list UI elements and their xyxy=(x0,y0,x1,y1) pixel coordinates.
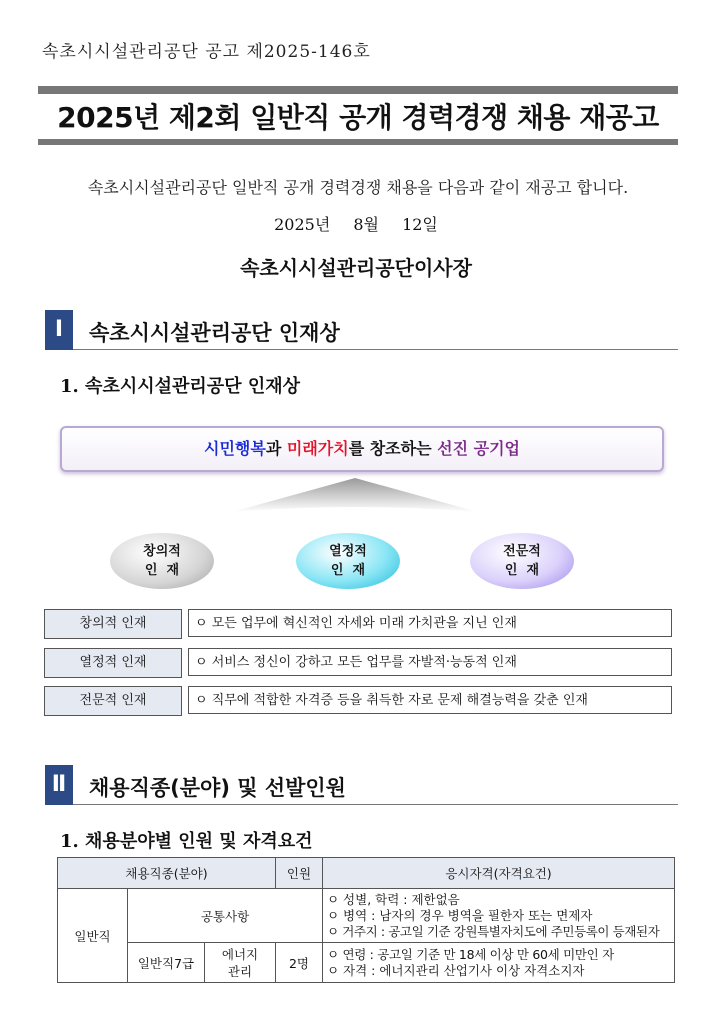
req-item: ㅇ 연령 : 공고일 기준 만 18세 이상 만 60세 미만인 자 xyxy=(327,946,614,962)
section1-title: 속초시시설관리공단 인재상 xyxy=(89,321,340,345)
ellipse-label: 인 재 xyxy=(330,563,366,578)
vision-part1: 시민행복 xyxy=(204,439,266,458)
ellipse-label: 인 재 xyxy=(504,563,540,578)
section2-number: Ⅱ xyxy=(45,765,73,805)
title-bar-bottom xyxy=(38,139,678,145)
table-row xyxy=(58,943,675,983)
job-group-cell: 일반직 xyxy=(58,889,128,983)
vision-part5: 선진 공기업 xyxy=(437,439,520,458)
table-header: 응시자격(자격요건) xyxy=(323,858,675,889)
common-reqs-cell xyxy=(323,889,675,943)
vision-part4: 를 창조하는 xyxy=(348,439,438,458)
section1-divider xyxy=(73,349,678,350)
table-row xyxy=(58,889,675,943)
trait-desc: ㅇ 모든 업무에 혁신적인 자세와 미래 가치관을 지닌 인재 xyxy=(188,609,672,637)
vision-part3: 미래가치 xyxy=(286,439,349,458)
req-item: ㅇ 자격 : 에너지관리 산업기사 이상 자격소지자 xyxy=(327,962,585,978)
ellipse-label: 인 재 xyxy=(144,563,180,578)
req-item: ㅇ 병역 : 남자의 경우 병역을 필한자 또는 면제자 xyxy=(327,907,593,923)
recruit-table xyxy=(57,857,675,983)
vision-banner xyxy=(60,426,664,472)
grade-cell: 일반직7급 xyxy=(128,943,205,983)
trait-label: 열정적 인재 xyxy=(44,648,182,678)
ellipse-label: 창의적 xyxy=(143,544,181,559)
section2-subtitle: 1. 채용분야별 인원 및 자격요건 xyxy=(60,831,313,852)
reqs-cell xyxy=(323,943,675,983)
trait-desc: ㅇ 직무에 적합한 자격증 등을 취득한 자로 문제 해결능력을 갖춘 인재 xyxy=(188,686,672,714)
table-header: 채용직종(분야) xyxy=(58,858,276,889)
req-item: ㅇ 거주지 : 공고일 기준 강원특별자치도에 주민등록이 등재된자 xyxy=(327,923,660,939)
table-header-row xyxy=(58,858,675,889)
section2-title: 채용직종(분야) 및 선발인원 xyxy=(89,776,346,800)
trait-ellipse-creative xyxy=(110,533,214,589)
arrow-up-graphic xyxy=(230,476,480,516)
intro-text: 속초시시설관리공단 일반직 공개 경력경쟁 채용을 다음과 같이 재공고 합니다. xyxy=(87,178,629,197)
ellipse-label: 전문적 xyxy=(503,544,541,559)
trait-ellipse-expert xyxy=(470,533,574,589)
req-item: ㅇ 성별, 학력 : 제한없음 xyxy=(327,891,460,907)
common-label-cell: 공통사항 xyxy=(128,889,323,943)
notice-number: 속초시시설관리공단 공고 제2025-146호 xyxy=(42,42,371,62)
trait-ellipse-passionate xyxy=(296,533,400,589)
announce-date: 2025년 8월 12일 xyxy=(274,215,438,234)
section1-number: Ⅰ xyxy=(45,310,73,350)
trait-label: 전문적 인재 xyxy=(44,686,182,716)
signer: 속초시시설관리공단이사장 xyxy=(240,256,472,280)
field-cell: 에너지 관리 xyxy=(205,943,276,983)
section1-subtitle: 1. 속초시시설관리공단 인재상 xyxy=(60,376,300,397)
title-bar-top xyxy=(38,86,678,94)
count-cell: 2명 xyxy=(276,943,323,983)
ellipse-label: 열정적 xyxy=(329,544,367,559)
section2-divider xyxy=(73,804,678,805)
page-title: 2025년 제2회 일반직 공개 경력경쟁 채용 재공고 xyxy=(57,101,659,134)
trait-desc: ㅇ 서비스 정신이 강하고 모든 업무를 자발적·능동적 인재 xyxy=(188,648,672,676)
trait-label: 창의적 인재 xyxy=(44,609,182,639)
vision-part2: 과 xyxy=(265,439,287,458)
table-header: 인원 xyxy=(276,858,323,889)
